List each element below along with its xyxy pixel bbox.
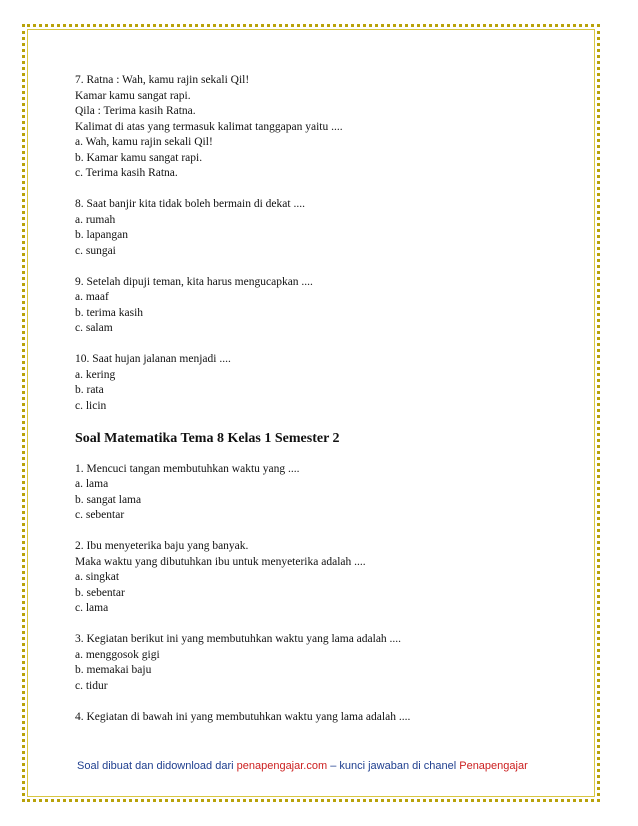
answer-option: b. lapangan xyxy=(75,229,129,241)
answer-option: a. singkat xyxy=(75,571,120,583)
answer-option: c. lama xyxy=(75,602,109,614)
answer-option: b. terima kasih xyxy=(75,306,144,319)
answer-option: c. salam xyxy=(75,322,113,334)
footer-text: – kunci jawaban di chanel xyxy=(327,760,460,772)
answer-option: a. lama xyxy=(75,478,109,490)
answer-option: a. rumah xyxy=(75,213,116,226)
question-line: 1. Mencuci tangan membutuhkan waktu yang .... xyxy=(75,462,300,475)
question-line: Maka waktu yang dibutuhkan ibu untuk menyeterika adalah .... xyxy=(75,555,366,568)
footer-text: Soal dibuat dan didownload dari xyxy=(77,760,237,772)
footer-site-link[interactable]: penapengajar.com xyxy=(236,760,328,772)
answer-option: c. sungai xyxy=(75,244,116,257)
footer-channel-link[interactable]: Penapengajar xyxy=(459,760,528,772)
question-block xyxy=(75,73,575,182)
question-line: Kalimat di atas yang termasuk kalimat tanggapan yaitu .... xyxy=(75,120,343,133)
question-block xyxy=(75,462,575,524)
answer-option: a. kering xyxy=(75,368,116,381)
question-block xyxy=(75,632,575,694)
question-block xyxy=(75,352,575,414)
question-line: 2. Ibu menyeterika baju yang banyak. xyxy=(75,540,249,552)
question-block xyxy=(75,197,575,259)
answer-option: c. sebentar xyxy=(75,509,125,521)
answer-option: c. Terima kasih Ratna. xyxy=(75,167,178,179)
question-line: 9. Setelah dipuji teman, kita harus mengucapkan .... xyxy=(75,275,313,288)
question-block xyxy=(75,275,575,337)
question-line: 3. Kegiatan berikut ini yang membutuhkan waktu yang lama adalah .... xyxy=(75,633,402,645)
answer-option: b. Kamar kamu sangat rapi. xyxy=(75,151,203,164)
section-heading: Soal Matematika Tema 8 Kelas 1 Semester 2 xyxy=(75,430,340,446)
answer-option: b. sebentar xyxy=(75,586,125,599)
question-line: Kamar kamu sangat rapi. xyxy=(75,89,191,102)
answer-option: b. sangat lama xyxy=(75,493,142,506)
question-block xyxy=(75,710,575,726)
answer-option: b. memakai baju xyxy=(75,664,152,676)
question-line: 4. Kegiatan di bawah ini yang membutuhkan waktu yang lama adalah .... xyxy=(75,710,411,723)
question-line: 8. Saat banjir kita tidak boleh bermain di dekat .... xyxy=(75,198,305,210)
page-footer xyxy=(77,760,528,772)
answer-option: a. maaf xyxy=(75,291,109,303)
question-block xyxy=(75,539,575,617)
question-line: 10. Saat hujan jalanan menjadi .... xyxy=(75,353,231,365)
document-content xyxy=(75,73,575,741)
answer-option: a. menggosok gigi xyxy=(75,648,160,661)
question-line: 7. Ratna : Wah, kamu rajin sekali Qil! xyxy=(75,74,250,86)
answer-option: c. tidur xyxy=(75,679,108,692)
question-line: Qila : Terima kasih Ratna. xyxy=(75,105,196,117)
answer-option: b. rata xyxy=(75,384,104,396)
answer-option: a. Wah, kamu rajin sekali Qil! xyxy=(75,136,213,148)
answer-option: c. licin xyxy=(75,399,107,412)
